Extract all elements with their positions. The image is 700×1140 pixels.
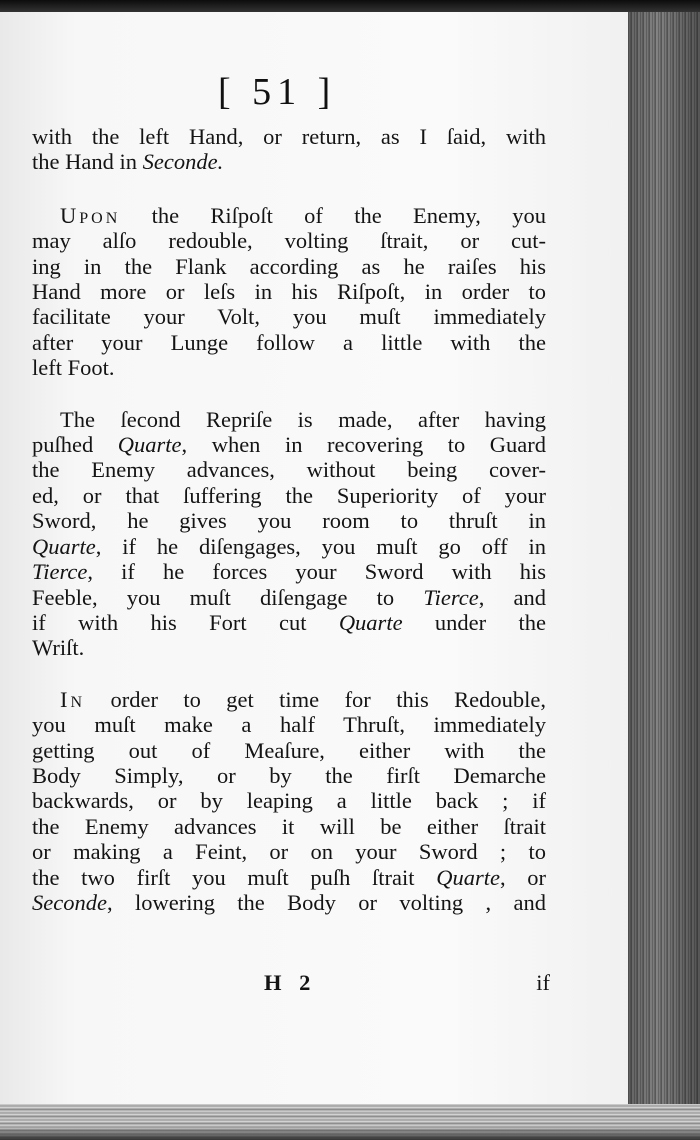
paragraph-1 xyxy=(32,124,546,175)
paragraph-2 xyxy=(32,203,546,381)
page-number: [ 51 ] xyxy=(218,71,337,113)
text-line: backwards, or by leaping a little back ; if xyxy=(32,788,546,814)
text-line: with the left Hand, or return, as I ſaid, with xyxy=(32,124,546,149)
scan-bottom-edge xyxy=(0,1104,700,1140)
paragraph-4 xyxy=(32,687,546,916)
drop-lead-word: Upon xyxy=(60,202,121,228)
text-line: you muſt make a half Thruſt, immediately xyxy=(32,712,546,738)
text-line: the Enemy advances it will be either ſtrait xyxy=(32,813,546,839)
text-line: ing in the Flank according as he raiſes his xyxy=(32,253,546,279)
signature-mark: H 2 xyxy=(264,970,317,995)
text-line: Wriſt. xyxy=(32,635,85,661)
text-line: the Enemy advances, without being cover- xyxy=(32,457,546,483)
text-line: the two firſt you muſt puſh ſtrait Quarte, or xyxy=(32,864,546,890)
text-line: may alſo redouble, volting ſtrait, or cut- xyxy=(32,228,546,254)
paragraph-3 xyxy=(32,407,546,661)
text-line: facilitate your Volt, you muſt immediately xyxy=(32,304,546,330)
text-line: Sword, he gives you room to thruſt in xyxy=(32,508,546,534)
text-line: puſhed Quarte, when in recovering to Guard xyxy=(32,432,546,458)
text-line: after your Lunge follow a little with the xyxy=(32,329,546,355)
text-line: left Foot. xyxy=(32,355,115,381)
text-line: Feeble, you muſt diſengage to Tierce, and xyxy=(32,584,546,610)
text-line: getting out of Meaſure, either with the xyxy=(32,737,546,763)
text-line: the Hand in Seconde. xyxy=(32,149,224,175)
drop-lead-word: In xyxy=(60,686,86,712)
text-line: Quarte, if he diſengages, you muſt go off in xyxy=(32,533,546,559)
body-text xyxy=(32,124,546,941)
text-line: Tierce, if he forces your Sword with his xyxy=(32,559,546,585)
text-line: The ſecond Repriſe is made, after having xyxy=(60,406,546,432)
text-line: Upon the Riſpoſt of the Enemy, you xyxy=(60,202,546,228)
text-line: or making a Feint, or on your Sword ; to xyxy=(32,839,546,865)
text-line: In order to get time for this Redouble, xyxy=(60,686,546,712)
text-line: Hand more or leſs in his Riſpoſt, in order to xyxy=(32,279,546,305)
text-line: Seconde, lowering the Body or volting , and xyxy=(32,889,546,915)
catchword: if xyxy=(536,970,550,995)
text-line: ed, or that ſuffering the Superiority of your xyxy=(32,482,546,508)
book-page-edges xyxy=(628,12,700,1122)
text-line: if with his Fort cut Quarte under the xyxy=(32,609,546,635)
text-line: Body Simply, or by the firſt Demarche xyxy=(32,762,546,788)
